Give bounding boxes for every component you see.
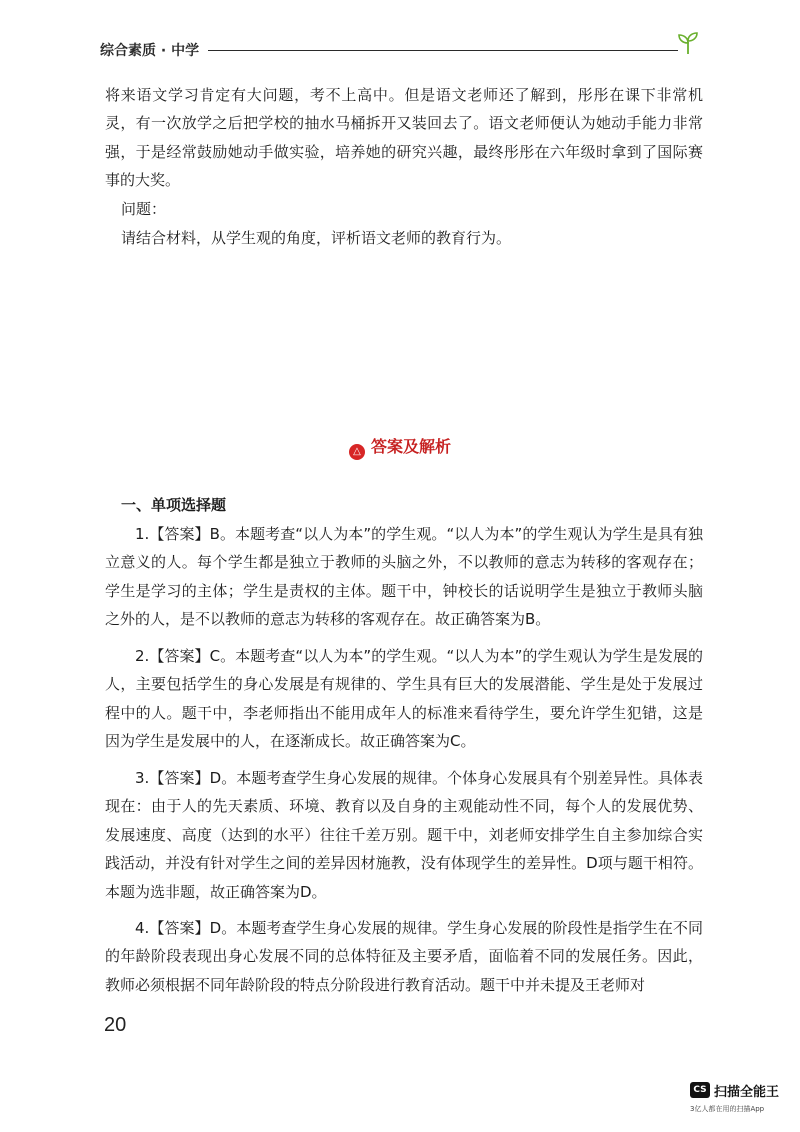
- watermark-title: 扫描全能王: [714, 1085, 780, 1100]
- question-prompt-label: 问题：: [121, 200, 167, 218]
- subsection-title: 一、单项选择题: [121, 496, 227, 514]
- section-title: 答案及解析: [370, 437, 451, 456]
- camscanner-logo-icon: CS: [690, 1082, 710, 1098]
- answer-2: 2.【答案】C。本题考查“以人为本”的学生观。“以人为本”的学生观认为学生是发展的人，主要包括学生的身心发展是有规律的、学生具有巨大的发展潜能、学生是处于发展过程中的人。题干中，李老师指出不能用成年人的标准来看待学生，要允许学生犯错，这是因为学生是发展中的人，在逐渐成长。故正确答案为C。: [105, 647, 703, 751]
- running-header: [100, 30, 700, 60]
- answer-4: 4.【答案】D。本题考查学生身心发展的规律。学生身心发展的阶段性是指学生在不同的年龄阶段表现出身心发展不同的总体特征及主要矛盾，面临着不同的发展任务。因此，教师必须根据不同年龄阶段的特点分阶段进行教育活动。题干中并未提及王老师对: [105, 919, 703, 994]
- header-rule: [208, 50, 678, 51]
- section-badge-icon: △: [349, 444, 365, 460]
- watermark-subtitle: 3亿人都在用的扫描App: [690, 1105, 765, 1113]
- header-title: 综合素质 · 中学: [100, 43, 200, 59]
- scanner-watermark: [690, 1080, 795, 1122]
- question-paragraph: 将来语文学习肯定有大问题，考不上高中。但是语文老师还了解到，彤彤在课下非常机灵，有一次放学之后把学校的抽水马桶拆开又装回去了。语文老师便认为她动手能力非常强，于是经常鼓励她动手做实验，培养她的研究兴趣，最终彤彤在六年级时拿到了国际赛事的大奖。: [105, 86, 703, 190]
- sprout-icon: [676, 30, 700, 56]
- answer-3: 3.【答案】D。本题考查学生身心发展的规律。个体身心发展具有个别差异性。具体表现在：由于人的先天素质、环境、教育以及自身的主观能动性不同，每个人的发展优势、发展速度、高度（达到的水平）往往千差万别。题干中，刘老师安排学生自主参加综合实践活动，并没有针对学生之间的差异因材施教，没有体现学生的差异性。D项与题干相符。本题为选非题，故正确答案为D。: [105, 769, 703, 901]
- question-prompt: 请结合材料，从学生观的角度，评析语文老师的教育行为。: [121, 229, 512, 247]
- page-number: 20: [104, 1014, 127, 1036]
- answer-1: 1.【答案】B。本题考查“以人为本”的学生观。“以人为本”的学生观认为学生是具有独立意义的人。每个学生都是独立于教师的头脑之外，不以教师的意志为转移的客观存在；学生是学习的主体；学生是责权的主体。题干中，钟校长的话说明学生是独立于教师头脑之外的人，是不以教师的意志为转移的客观存在。故正确答案为B。: [105, 525, 703, 629]
- section-heading: [0, 434, 800, 460]
